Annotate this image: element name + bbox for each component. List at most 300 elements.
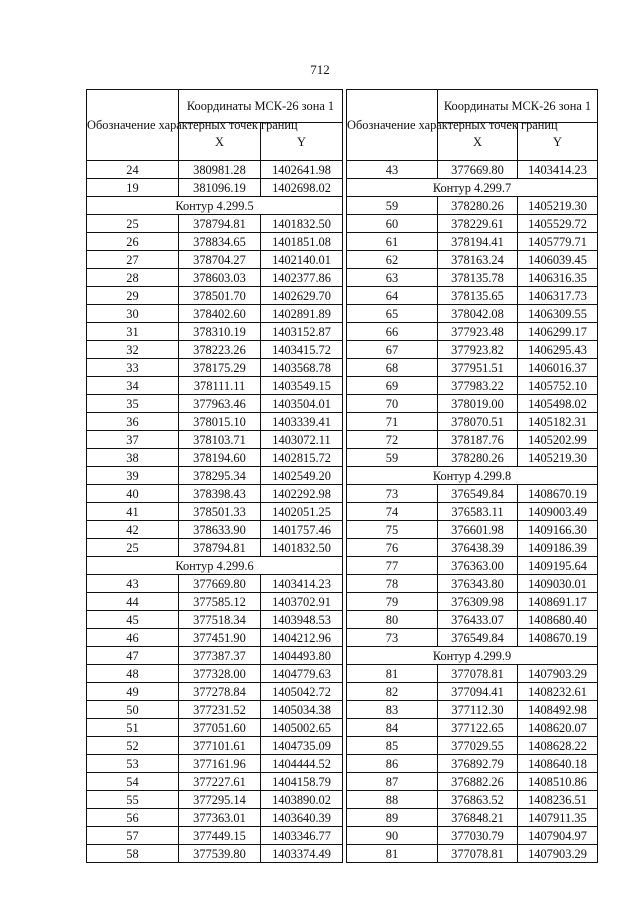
x-cell: 377363.01: [179, 809, 261, 827]
x-cell: 377951.51: [438, 359, 518, 377]
x-cell: 378310.19: [179, 323, 261, 341]
point-cell: 54: [87, 773, 179, 791]
x-cell: 378070.51: [438, 413, 518, 431]
y-cell: 1407903.29: [518, 845, 598, 863]
x-cell: 378175.29: [179, 359, 261, 377]
y-cell: 1402698.02: [261, 179, 343, 197]
x-cell: 378042.08: [438, 305, 518, 323]
x-cell: 378229.61: [438, 215, 518, 233]
contour-row: [347, 467, 598, 485]
point-cell: 79: [347, 593, 438, 611]
point-cell: 56: [87, 809, 179, 827]
table-row: [87, 737, 343, 755]
table-row: [347, 395, 598, 413]
coordinates-header: Координаты МСК-26 зона 1: [438, 90, 598, 123]
table-row: [87, 215, 343, 233]
y-cell: 1403549.15: [261, 377, 343, 395]
y-cell: 1403072.11: [261, 431, 343, 449]
y-cell: 1408680.40: [518, 611, 598, 629]
contour-label: Контур 4.299.9: [347, 647, 598, 665]
y-cell: 1401832.50: [261, 539, 343, 557]
point-cell: 45: [87, 611, 179, 629]
y-cell: 1401851.08: [261, 233, 343, 251]
y-cell: 1402629.70: [261, 287, 343, 305]
x-cell: 381096.19: [179, 179, 261, 197]
table-row: [87, 827, 343, 845]
point-cell: 26: [87, 233, 179, 251]
y-cell: 1404779.63: [261, 665, 343, 683]
table-row: [87, 287, 343, 305]
point-cell: 73: [347, 485, 438, 503]
point-cell: 82: [347, 683, 438, 701]
y-cell: 1402891.89: [261, 305, 343, 323]
x-cell: 376438.39: [438, 539, 518, 557]
x-cell: 378135.65: [438, 287, 518, 305]
y-cell: 1408510.86: [518, 773, 598, 791]
point-cell: 69: [347, 377, 438, 395]
contour-label: Контур 4.299.8: [347, 467, 598, 485]
point-cell: 52: [87, 737, 179, 755]
y-cell: 1409030.01: [518, 575, 598, 593]
y-cell: 1401757.46: [261, 521, 343, 539]
y-cell: 1405498.02: [518, 395, 598, 413]
coordinates-header: Координаты МСК-26 зона 1: [179, 90, 343, 123]
x-cell: 376863.52: [438, 791, 518, 809]
y-cell: 1403890.02: [261, 791, 343, 809]
table-row: [347, 503, 598, 521]
table-row: [87, 161, 343, 179]
y-cell: 1407911.35: [518, 809, 598, 827]
x-cell: 378794.81: [179, 539, 261, 557]
y-cell: 1406316.35: [518, 269, 598, 287]
y-cell: 1409195.64: [518, 557, 598, 575]
point-cell: 35: [87, 395, 179, 413]
y-cell: 1406295.43: [518, 341, 598, 359]
x-cell: 378223.26: [179, 341, 261, 359]
table-row: [347, 809, 598, 827]
table-row: [347, 539, 598, 557]
point-cell: 19: [87, 179, 179, 197]
x-cell: 376892.79: [438, 755, 518, 773]
coordinates-table-left: [86, 89, 343, 863]
table-row: [87, 773, 343, 791]
y-cell: 1403152.87: [261, 323, 343, 341]
point-cell: 48: [87, 665, 179, 683]
y-cell: 1401832.50: [261, 215, 343, 233]
table-row: [347, 215, 598, 233]
table-row: [347, 575, 598, 593]
point-cell: 65: [347, 305, 438, 323]
y-cell: 1403568.78: [261, 359, 343, 377]
point-cell: 86: [347, 755, 438, 773]
table-row: [347, 287, 598, 305]
y-cell: 1405182.31: [518, 413, 598, 431]
table-row: [347, 323, 598, 341]
point-cell: 76: [347, 539, 438, 557]
table-row: [87, 791, 343, 809]
point-cell: 31: [87, 323, 179, 341]
table-row: [347, 755, 598, 773]
y-cell: 1408236.51: [518, 791, 598, 809]
header-row: [87, 90, 343, 123]
point-cell: 44: [87, 593, 179, 611]
x-cell: 378163.24: [438, 251, 518, 269]
y-cell: 1403415.72: [261, 341, 343, 359]
table-row: [87, 539, 343, 557]
point-cell: 29: [87, 287, 179, 305]
header-row: [347, 90, 598, 123]
x-cell: 376549.84: [438, 629, 518, 647]
y-cell: 1405002.65: [261, 719, 343, 737]
x-column-header: X: [438, 123, 518, 161]
table-row: [87, 179, 343, 197]
point-column-header: Обозначение характерных точек границ: [87, 90, 179, 161]
point-cell: 55: [87, 791, 179, 809]
y-column-header: Y: [518, 123, 598, 161]
contour-row: [347, 647, 598, 665]
x-cell: 376848.21: [438, 809, 518, 827]
x-cell: 377539.80: [179, 845, 261, 863]
x-cell: 377161.96: [179, 755, 261, 773]
y-cell: 1402815.72: [261, 449, 343, 467]
point-cell: 59: [347, 197, 438, 215]
x-cell: 378280.26: [438, 449, 518, 467]
table-row: [87, 359, 343, 377]
y-cell: 1405202.99: [518, 431, 598, 449]
y-cell: 1402641.98: [261, 161, 343, 179]
point-cell: 25: [87, 539, 179, 557]
point-cell: 36: [87, 413, 179, 431]
x-cell: 377029.55: [438, 737, 518, 755]
point-cell: 30: [87, 305, 179, 323]
point-cell: 61: [347, 233, 438, 251]
table-row: [347, 521, 598, 539]
x-cell: 377122.65: [438, 719, 518, 737]
x-cell: 377923.48: [438, 323, 518, 341]
table-row: [347, 557, 598, 575]
point-column-header: Обозначение характерных точек границ: [347, 90, 438, 161]
point-cell: 72: [347, 431, 438, 449]
table-row: [347, 431, 598, 449]
x-cell: 377078.81: [438, 845, 518, 863]
x-cell: 377669.80: [438, 161, 518, 179]
x-cell: 378501.33: [179, 503, 261, 521]
x-cell: 376309.98: [438, 593, 518, 611]
y-cell: 1403374.49: [261, 845, 343, 863]
table-row: [87, 341, 343, 359]
point-cell: 70: [347, 395, 438, 413]
coordinates-table-right: [346, 89, 598, 863]
point-cell: 78: [347, 575, 438, 593]
y-cell: 1402549.20: [261, 467, 343, 485]
point-cell: 58: [87, 845, 179, 863]
y-cell: 1408232.61: [518, 683, 598, 701]
x-cell: 377231.52: [179, 701, 261, 719]
x-cell: 377387.37: [179, 647, 261, 665]
x-cell: 377963.46: [179, 395, 261, 413]
table-row: [347, 305, 598, 323]
y-cell: 1407903.29: [518, 665, 598, 683]
table-row: [347, 737, 598, 755]
point-cell: 33: [87, 359, 179, 377]
point-cell: 85: [347, 737, 438, 755]
table-row: [87, 755, 343, 773]
y-cell: 1403702.91: [261, 593, 343, 611]
point-cell: 63: [347, 269, 438, 287]
table-row: [87, 845, 343, 863]
point-cell: 75: [347, 521, 438, 539]
x-cell: 378103.71: [179, 431, 261, 449]
y-cell: 1408670.19: [518, 629, 598, 647]
table-row: [347, 611, 598, 629]
y-cell: 1406309.55: [518, 305, 598, 323]
point-cell: 57: [87, 827, 179, 845]
point-cell: 38: [87, 449, 179, 467]
table-row: [347, 197, 598, 215]
table-row: [87, 251, 343, 269]
y-cell: 1408640.18: [518, 755, 598, 773]
table-row: [347, 377, 598, 395]
table-row: [347, 485, 598, 503]
x-cell: 377328.00: [179, 665, 261, 683]
point-cell: 42: [87, 521, 179, 539]
x-cell: 376601.98: [438, 521, 518, 539]
y-cell: 1405219.30: [518, 197, 598, 215]
point-cell: 81: [347, 845, 438, 863]
table-row: [87, 305, 343, 323]
y-cell: 1403640.39: [261, 809, 343, 827]
point-cell: 77: [347, 557, 438, 575]
table-row: [87, 395, 343, 413]
x-cell: 376583.11: [438, 503, 518, 521]
table-row: [87, 683, 343, 701]
point-cell: 41: [87, 503, 179, 521]
point-cell: 46: [87, 629, 179, 647]
point-cell: 59: [347, 449, 438, 467]
y-cell: 1406317.73: [518, 287, 598, 305]
table-row: [87, 593, 343, 611]
x-cell: 378111.11: [179, 377, 261, 395]
table-row: [87, 323, 343, 341]
table-row: [347, 251, 598, 269]
point-cell: 62: [347, 251, 438, 269]
contour-row: [87, 197, 343, 215]
table-row: [347, 233, 598, 251]
y-cell: 1408492.98: [518, 701, 598, 719]
y-cell: 1405752.10: [518, 377, 598, 395]
y-cell: 1404158.79: [261, 773, 343, 791]
x-cell: 378603.03: [179, 269, 261, 287]
point-cell: 64: [347, 287, 438, 305]
contour-label: Контур 4.299.6: [87, 557, 343, 575]
y-cell: 1406039.45: [518, 251, 598, 269]
x-cell: 377227.61: [179, 773, 261, 791]
table-row: [87, 665, 343, 683]
point-cell: 51: [87, 719, 179, 737]
point-cell: 28: [87, 269, 179, 287]
point-cell: 50: [87, 701, 179, 719]
table-row: [347, 269, 598, 287]
point-cell: 68: [347, 359, 438, 377]
y-cell: 1405219.30: [518, 449, 598, 467]
table-row: [87, 269, 343, 287]
y-cell: 1409166.30: [518, 521, 598, 539]
y-cell: 1402377.86: [261, 269, 343, 287]
point-cell: 60: [347, 215, 438, 233]
y-cell: 1403504.01: [261, 395, 343, 413]
y-cell: 1405779.71: [518, 233, 598, 251]
table-row: [347, 665, 598, 683]
x-cell: 377585.12: [179, 593, 261, 611]
table-row: [347, 719, 598, 737]
y-cell: 1402292.98: [261, 485, 343, 503]
x-cell: 377112.30: [438, 701, 518, 719]
table-row: [87, 647, 343, 665]
point-cell: 43: [347, 161, 438, 179]
x-cell: 377051.60: [179, 719, 261, 737]
x-cell: 378019.00: [438, 395, 518, 413]
point-cell: 67: [347, 341, 438, 359]
table-row: [87, 467, 343, 485]
table-row: [347, 629, 598, 647]
y-cell: 1409186.39: [518, 539, 598, 557]
point-cell: 43: [87, 575, 179, 593]
contour-row: [347, 179, 598, 197]
x-cell: 378402.60: [179, 305, 261, 323]
y-cell: 1409003.49: [518, 503, 598, 521]
point-cell: 84: [347, 719, 438, 737]
table-row: [87, 431, 343, 449]
table-row: [347, 449, 598, 467]
table-row: [347, 683, 598, 701]
table-row: [347, 593, 598, 611]
x-cell: 377449.15: [179, 827, 261, 845]
x-cell: 377078.81: [438, 665, 518, 683]
y-cell: 1404493.80: [261, 647, 343, 665]
y-cell: 1404735.09: [261, 737, 343, 755]
table-row: [87, 485, 343, 503]
x-cell: 376363.00: [438, 557, 518, 575]
point-cell: 27: [87, 251, 179, 269]
y-cell: 1403948.53: [261, 611, 343, 629]
table-row: [347, 701, 598, 719]
table-row: [347, 359, 598, 377]
point-cell: 32: [87, 341, 179, 359]
y-cell: 1405042.72: [261, 683, 343, 701]
table-row: [87, 377, 343, 395]
table-row: [87, 719, 343, 737]
table-row: [347, 161, 598, 179]
y-cell: 1405529.72: [518, 215, 598, 233]
x-cell: 377101.61: [179, 737, 261, 755]
table-row: [347, 341, 598, 359]
x-cell: 377278.84: [179, 683, 261, 701]
x-cell: 378834.65: [179, 233, 261, 251]
point-cell: 66: [347, 323, 438, 341]
x-cell: 376882.26: [438, 773, 518, 791]
x-cell: 378794.81: [179, 215, 261, 233]
table-row: [87, 701, 343, 719]
point-cell: 25: [87, 215, 179, 233]
y-cell: 1402051.25: [261, 503, 343, 521]
x-cell: 377669.80: [179, 575, 261, 593]
table-row: [87, 449, 343, 467]
table-row: [347, 845, 598, 863]
point-cell: 74: [347, 503, 438, 521]
point-cell: 87: [347, 773, 438, 791]
y-cell: 1408620.07: [518, 719, 598, 737]
table-row: [87, 413, 343, 431]
table-row: [87, 611, 343, 629]
point-cell: 34: [87, 377, 179, 395]
x-cell: 378633.90: [179, 521, 261, 539]
point-cell: 73: [347, 629, 438, 647]
y-cell: 1404444.52: [261, 755, 343, 773]
table-row: [87, 521, 343, 539]
y-column-header: Y: [261, 123, 343, 161]
x-cell: 378194.60: [179, 449, 261, 467]
table-row: [87, 809, 343, 827]
contour-label: Контур 4.299.7: [347, 179, 598, 197]
x-cell: 378295.34: [179, 467, 261, 485]
x-cell: 378194.41: [438, 233, 518, 251]
point-cell: 37: [87, 431, 179, 449]
point-cell: 53: [87, 755, 179, 773]
y-cell: 1403414.23: [518, 161, 598, 179]
table-row: [347, 413, 598, 431]
table-row: [87, 503, 343, 521]
contour-label: Контур 4.299.5: [87, 197, 343, 215]
point-cell: 83: [347, 701, 438, 719]
y-cell: 1403346.77: [261, 827, 343, 845]
point-cell: 71: [347, 413, 438, 431]
point-cell: 81: [347, 665, 438, 683]
x-cell: 377094.41: [438, 683, 518, 701]
table-row: [347, 791, 598, 809]
table-row: [87, 629, 343, 647]
x-cell: 377030.79: [438, 827, 518, 845]
table-row: [87, 575, 343, 593]
table-row: [347, 827, 598, 845]
point-cell: 39: [87, 467, 179, 485]
point-cell: 89: [347, 809, 438, 827]
x-cell: 378398.43: [179, 485, 261, 503]
x-cell: 378280.26: [438, 197, 518, 215]
x-cell: 378187.76: [438, 431, 518, 449]
point-cell: 80: [347, 611, 438, 629]
point-cell: 88: [347, 791, 438, 809]
x-cell: 377983.22: [438, 377, 518, 395]
table-row: [87, 233, 343, 251]
x-cell: 378501.70: [179, 287, 261, 305]
x-column-header: X: [179, 123, 261, 161]
x-cell: 378135.78: [438, 269, 518, 287]
contour-row: [87, 557, 343, 575]
x-cell: 377295.14: [179, 791, 261, 809]
y-cell: 1402140.01: [261, 251, 343, 269]
x-cell: 377923.82: [438, 341, 518, 359]
y-cell: 1404212.96: [261, 629, 343, 647]
y-cell: 1403339.41: [261, 413, 343, 431]
x-cell: 380981.28: [179, 161, 261, 179]
point-cell: 40: [87, 485, 179, 503]
x-cell: 377451.90: [179, 629, 261, 647]
x-cell: 377518.34: [179, 611, 261, 629]
point-cell: 90: [347, 827, 438, 845]
x-cell: 376433.07: [438, 611, 518, 629]
x-cell: 378704.27: [179, 251, 261, 269]
y-cell: 1405034.38: [261, 701, 343, 719]
